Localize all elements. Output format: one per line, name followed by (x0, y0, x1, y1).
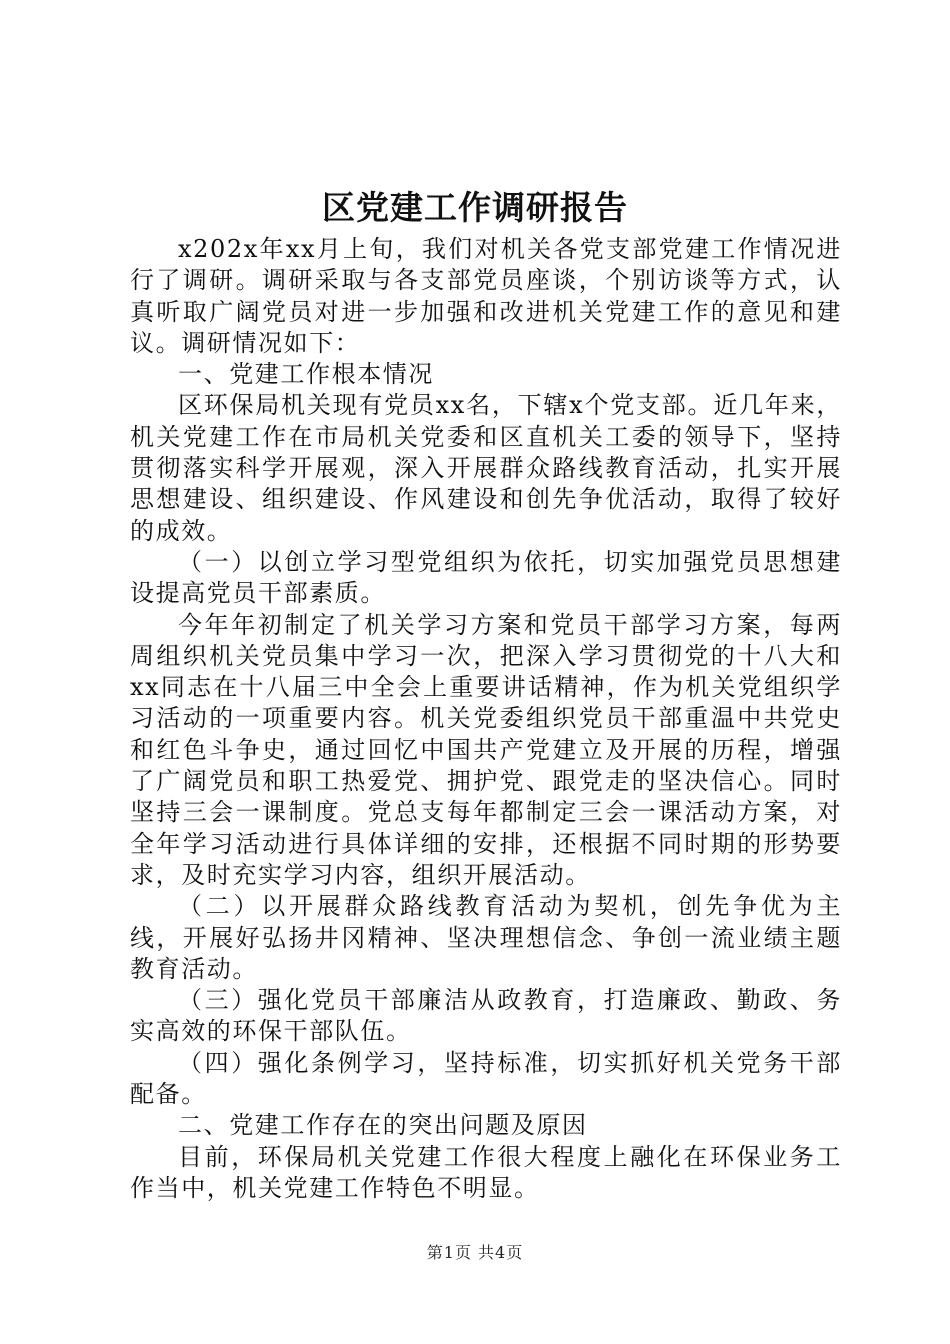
paragraph-study-plan: 今年年初制定了机关学习方案和党员干部学习方案，每两周组织机关党员集中学习一次，把深入学习贯彻党的十八大和xx同志在十八届三中全会上重要讲话精神，作为机关党组织学习活动的一项重要内容。机关党委组织党员干部重温中共党史和红色斗争史，通过回忆中国共产党建立及开展的历程，增强了广阔党员和职工热爱党、拥护党、跟党走的坚决信心。同时坚持三会一课制度。党总支每年都制定三会一课活动方案，对全年学习活动进行具体详细的安排，还根据不同时期的形势要求，及时充实学习内容，组织开展活动。 (130, 610, 842, 889)
paragraph-intro: x202x年xx月上旬，我们对机关各党支部党建工作情况进行了调研。调研采取与各支部党员座谈，个别访谈等方式，认真听取广阔党员对进一步加强和改进机关党建工作的意见和建议。调研情况如下： (130, 235, 842, 357)
section-heading-2: 二、党建工作存在的突出问题及原因 (178, 1111, 588, 1140)
subheading-3: （三）强化党员干部廉洁从政教育，打造廉政、勤政、务实高效的环保干部队伍。 (130, 986, 842, 1046)
paragraph-problems: 目前，环保局机关党建工作很大程度上融化在环保业务工作当中，机关党建工作特色不明显。 (130, 1142, 842, 1202)
document-body (130, 234, 842, 1204)
document-title: 区党建工作调研报告 (322, 188, 628, 227)
paragraph-overview: 区环保局机关现有党员xx名，下辖x个党支部。近几年来，机关党建工作在市局机关党委和区直机关工委的领导下，坚持贯彻落实科学开展观，深入开展群众路线教育活动，扎实开展思想建设、组织建设、作风建设和创先争优活动，取得了较好的成效。 (130, 391, 842, 545)
subheading-2: （二）以开展群众路线教育活动为契机，创先争优为主线，开展好弘扬井冈精神、坚决理想信念、争创一流业绩主题教育活动。 (130, 892, 842, 983)
subheading-4: （四）强化条例学习，坚持标准，切实抓好机关党务干部配备。 (130, 1048, 842, 1109)
subheading-1: （一）以创立学习型党组织为依托，切实加强党员思想建设提高党员干部素质。 (130, 547, 842, 608)
section-heading-1: 一、党建工作根本情况 (178, 360, 434, 389)
page-footer: 第1页 共4页 (426, 1243, 524, 1262)
